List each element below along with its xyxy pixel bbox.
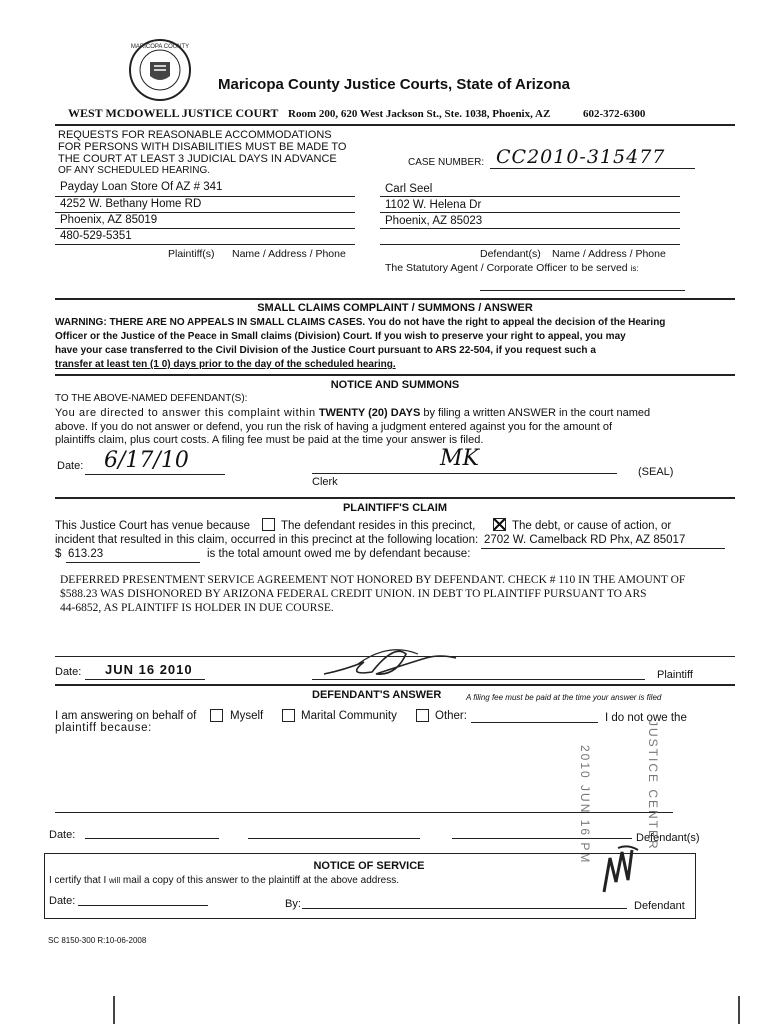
section-rule [55, 298, 735, 300]
accommodations-line: OF ANY SCHEDULED HEARING. [58, 165, 211, 176]
seal-label: (SEAL) [638, 466, 674, 478]
plaintiff-signature-line [312, 679, 645, 680]
clerk-line [312, 473, 617, 474]
venue-incident-checkbox[interactable] [493, 518, 506, 531]
answer-middle-line [248, 838, 420, 839]
plaintiff-phone: 480-529-5351 [60, 230, 132, 242]
marital-community-checkbox[interactable] [282, 709, 295, 722]
other-field[interactable] [471, 722, 598, 723]
answer-date-label: Date: [49, 829, 76, 841]
other-label: Other: [435, 710, 467, 722]
case-number-value[interactable]: CC2010-315477 [496, 146, 666, 168]
claim-reason-line: DEFERRED PRESENTMENT SERVICE AGREEMENT NOT HONORED BY DEFENDANT. CHECK # 110 IN THE AMOUNT OF [60, 574, 686, 586]
received-stamp-center [646, 720, 660, 851]
summons-to: TO THE ABOVE-NAMED DEFENDANT(S): [55, 393, 248, 404]
section-rule [55, 374, 735, 376]
other-checkbox[interactable] [416, 709, 429, 722]
defendant-street: 1102 W. Helena Dr [385, 199, 482, 211]
summons-date-value[interactable]: 6/17/10 [104, 448, 189, 473]
defendant-line [380, 196, 680, 197]
venue-incident-label: The debt, or cause of action, or [512, 520, 672, 532]
claim-date-line [85, 679, 205, 680]
plaintiff-caption-role: Plaintiff(s) [168, 248, 215, 260]
accommodations-notice [58, 129, 347, 177]
scan-mark [738, 996, 740, 1024]
defendant-signature-line[interactable] [452, 838, 632, 839]
court-phone: 602-372-6300 [583, 108, 646, 120]
warning-line: have your case transferred to the Civil Division of the Justice Court pursuant to ARS 22-504, if you request such a [55, 345, 596, 356]
case-number-line [490, 168, 695, 169]
claim-date-stamp: JUN 16 2010 [105, 662, 193, 677]
plaintiff-line [55, 244, 355, 245]
myself-checkbox[interactable] [210, 709, 223, 722]
corporate-officer-text: Corporate Officer to be served [486, 262, 628, 274]
seal-text: MARICOPA COUNTY [130, 44, 190, 50]
received-stamp [578, 745, 592, 864]
plaintiff-line [55, 196, 355, 197]
plaintiff-sign-label: Plaintiff [657, 669, 693, 681]
plaintiff-line [55, 212, 355, 213]
service-certify-b: will [109, 876, 121, 885]
form-id: SC 8150-300 R:10-06-2008 [48, 936, 147, 945]
answer-title: DEFENDANT'S ANSWER [312, 689, 442, 701]
case-number-label: CASE NUMBER: [408, 157, 485, 168]
myself-label: Myself [230, 710, 264, 722]
summons-line1-b: TWENTY (20) DAYS [318, 407, 421, 419]
summons-line1-c: by filing a written ANSWER in the court named [423, 407, 651, 419]
service-date-line[interactable] [78, 905, 208, 906]
summons-line2: above. If you do not answer or defend, you run the risk of having a judgment entered against you for the amount of [55, 421, 613, 433]
claim-reason-line: 44-6852, AS PLAINTIFF IS HOLDER IN DUE COURSE. [60, 602, 334, 614]
summons-line3: plaintiffs claim, plus court costs. A filing fee must be paid at the time your answer is filed. [55, 434, 484, 446]
defendant-caption-fields: Name / Address / Phone [552, 248, 666, 260]
claim-title: PLAINTIFF'S CLAIM [342, 502, 448, 514]
statutory-agent-line [480, 290, 685, 291]
section-rule [55, 684, 735, 686]
service-certify [49, 874, 399, 887]
warning-line: transfer at least ten (1 0) days prior to the day of the scheduled hearing. [55, 359, 396, 370]
plaintiff-street: 4252 W. Bethany Home RD [60, 198, 202, 210]
claim-reason-line: $588.23 WAS DISHONORED BY ARIZONA FEDERAL CREDIT UNION. IN DEBT TO PLAINTIFF PURSUANT TO ARS [60, 588, 647, 600]
claim-date-label: Date: [55, 666, 82, 678]
summons-title: NOTICE AND SUMMONS [330, 379, 460, 391]
service-title: NOTICE OF SERVICE [313, 860, 425, 872]
incident-location-line [481, 548, 725, 549]
court-address: Room 200, 620 West Jackson St., Ste. 1038, Phoenix, AZ [288, 108, 551, 120]
clerk-label: Clerk [312, 476, 338, 488]
summons-date-line [85, 474, 225, 475]
warning-line: WARNING: THERE ARE NO APPEALS IN SMALL CLAIMS CASES. You do not have the right to appeal the decision of the Hearing [55, 317, 666, 328]
dollar-sign: $ [55, 548, 62, 560]
service-defendant-label: Defendant [634, 900, 685, 912]
plaintiff-signature [318, 644, 468, 684]
summons-line1 [55, 407, 650, 420]
accommodations-line: REQUESTS FOR REASONABLE ACCOMMODATIONS [58, 129, 332, 141]
mw-scribble [596, 840, 642, 900]
clerk-signature: MK [440, 446, 479, 471]
defendant-caption-role: Defendant(s) [480, 248, 541, 260]
service-certify-c: mail a copy of this answer to the plaintiff at the above address. [122, 875, 400, 886]
service-certify-a: I certify that I [49, 875, 107, 886]
plaintiff-line [55, 228, 355, 229]
claim-amount-line [66, 562, 200, 563]
accommodations-line: FOR PERSONS WITH DISABILITIES MUST BE MADE TO [58, 141, 347, 153]
defendant-city: Phoenix, AZ 85023 [385, 215, 483, 227]
defendant-name: Carl Seel [385, 183, 433, 195]
received-stamp-date: 2010 JUN 16 PM [578, 745, 592, 865]
defendant-line [380, 244, 680, 245]
plaintiff-caption-fields: Name / Address / Phone [232, 248, 346, 260]
amount-text: is the total amount owed me by defendant because: [207, 548, 471, 560]
answer-fee-note: A filing fee must be paid at the time your answer is filed [466, 693, 662, 702]
defendant-line [380, 228, 680, 229]
is-text: is: [630, 264, 639, 273]
service-by-line[interactable] [302, 908, 627, 909]
accommodations-line: THE COURT AT LEAST 3 JUDICIAL DAYS IN ADVANCE [58, 153, 337, 165]
complaint-title: SMALL CLAIMS COMPLAINT / SUMMONS / ANSWER [257, 302, 533, 314]
summons-line1-a: You are directed to answer this complaint within [55, 407, 316, 419]
answer-date-line[interactable] [85, 838, 219, 839]
warning-text [55, 316, 665, 372]
statutory-agent-label [385, 262, 639, 275]
plaintiff-city: Phoenix, AZ 85019 [60, 214, 158, 226]
venue-text: This Justice Court has venue because [55, 520, 250, 532]
venue-resides-label: The defendant resides in this precinct, [281, 520, 476, 532]
summons-date-label: Date: [57, 460, 84, 472]
claim-reason[interactable] [60, 573, 685, 615]
warning-line: Officer or the Justice of the Peace in Small claims (Division) Court. If you wish to preserve your right to appeal, you may [55, 331, 626, 342]
header-rule [55, 124, 735, 126]
claim-amount[interactable]: 613.23 [68, 548, 104, 560]
statutory-agent-text: The Statutory Agent / [385, 262, 484, 274]
received-stamp-text: JUSTICE CENTER [646, 720, 660, 851]
not-owe-text: I do not owe the [605, 712, 687, 724]
incident-text: incident that resulted in this claim, occurred in this precinct at the following location: [55, 534, 479, 546]
plaintiff-name: Payday Loan Store Of AZ # 341 [60, 181, 223, 193]
plaintiff-because: plaintiff because: [55, 722, 152, 734]
service-date-label: Date: [49, 895, 76, 907]
court-name: WEST MCDOWELL JUSTICE COURT [68, 106, 279, 120]
incident-location[interactable]: 2702 W. Camelback RD Phx, AZ 85017 [484, 534, 686, 546]
defendant-line [380, 212, 680, 213]
service-by-label: By: [285, 898, 301, 910]
section-rule [55, 497, 735, 499]
venue-resides-checkbox[interactable] [262, 518, 275, 531]
answer-behalf: I am answering on behalf of [55, 710, 197, 722]
marital-community-label: Marital Community [301, 710, 397, 722]
county-seal [128, 38, 192, 102]
form-title: Maricopa County Justice Courts, State of Arizona [218, 76, 570, 93]
defendant-sign-label: Defendant(s) [636, 832, 700, 844]
scan-mark [113, 996, 115, 1024]
